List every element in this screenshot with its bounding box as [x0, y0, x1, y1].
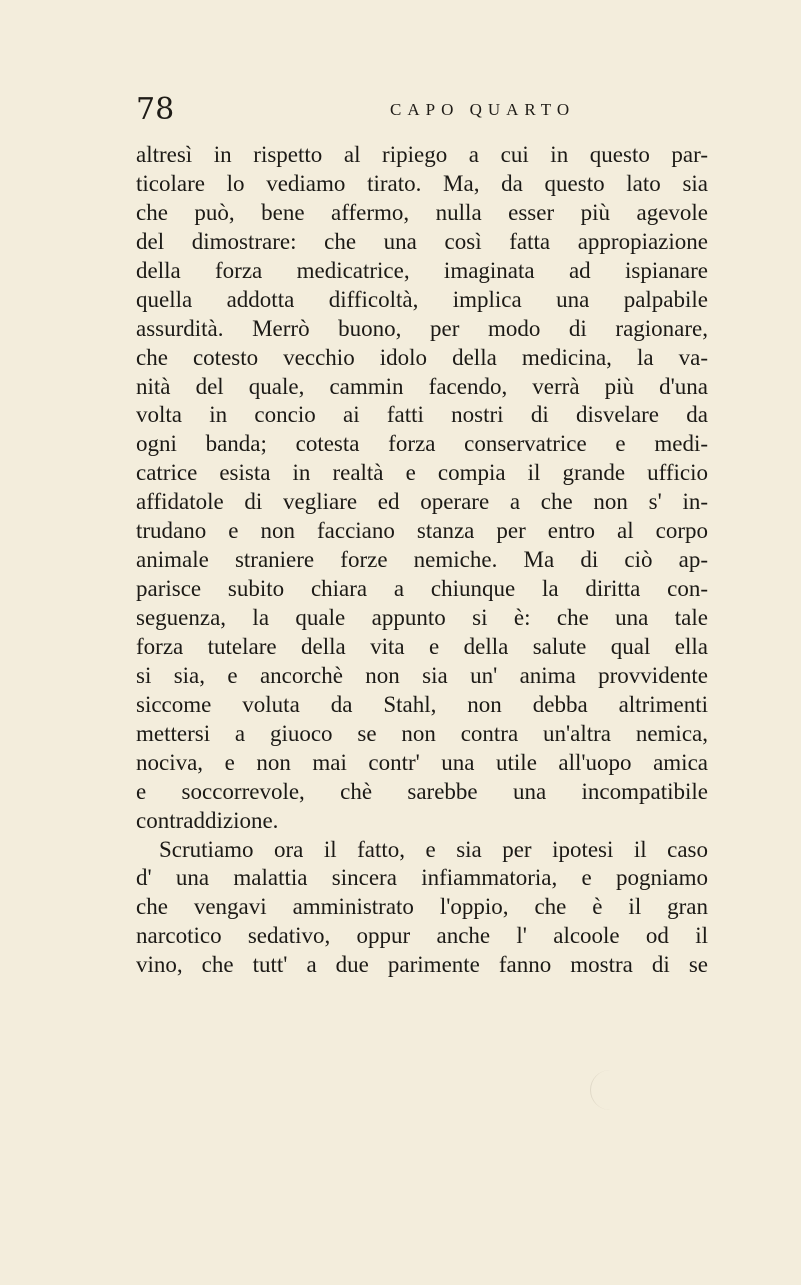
text-line: e soccorrevole, chè sarebbe una incompatibile [136, 778, 708, 804]
text-line: assurdità. Merrò buono, per modo di ragionare, [136, 315, 708, 341]
text-line: parisce subito chiara a chiunque la diritta con- [136, 576, 708, 602]
text-line: narcotico sedativo, oppur anche l' alcoole od il [136, 923, 708, 949]
paper-blemish [590, 1070, 611, 1110]
text-line: nociva, e non mai contr' una utile all'uopo amica [136, 749, 708, 775]
text-line: d' una malattia sincera infiammatoria, e pogniamo [136, 865, 708, 891]
body-text [136, 141, 708, 980]
text-line: animale straniere forze nemiche. Ma di ciò ap- [136, 547, 708, 573]
text-line: della forza medicatrice, imaginata ad ispianare [136, 257, 708, 283]
text-line: nità del quale, cammin facendo, verrà più d'una [136, 373, 708, 399]
running-head: CAPO QUARTO [390, 100, 576, 119]
text-line: mettersi a giuoco se non contra un'altra nemica, [136, 720, 708, 746]
text-line: si sia, e ancorchè non sia un' anima provvidente [136, 662, 708, 688]
text-line: contraddizione. [136, 807, 279, 833]
text-line: che cotesto vecchio idolo della medicina, la va- [136, 344, 708, 370]
text-line: forza tutelare della vita e della salute qual ella [136, 633, 708, 659]
text-line: seguenza, la quale appunto si è: che una tale [136, 605, 708, 630]
text-line: ogni banda; cotesta forza conservatrice e medi- [136, 431, 708, 457]
text-line: affidatole di vegliare ed operare a che non s' in- [136, 489, 708, 515]
text-line: siccome voluta da Stahl, non debba altrimenti [136, 691, 708, 717]
text-line: volta in concio ai fatti nostri di disvelare da [136, 402, 708, 428]
text-line: quella addotta difficoltà, implica una palpabile [136, 286, 708, 312]
text-line: Scrutiamo ora il fatto, e sia per ipotesi il caso [159, 836, 708, 862]
text-line: che può, bene affermo, nulla esser più agevole [136, 199, 708, 225]
page-header [136, 90, 696, 130]
text-line: ticolare lo vediamo tirato. Ma, da questo lato sia [136, 170, 708, 196]
text-line: catrice esista in realtà e compia il grande ufficio [136, 460, 708, 486]
text-line: del dimostrare: che una così fatta appropiazione [136, 228, 708, 254]
text-line: vino, che tutt' a due parimente fanno mostra di se [136, 952, 708, 978]
page-number: 78 [136, 92, 175, 127]
text-line: altresì in rispetto al ripiego a cui in questo par- [136, 142, 708, 167]
text-line: trudano e non facciano stanza per entro al corpo [136, 518, 708, 544]
text-line: che vengavi amministrato l'oppio, che è il gran [136, 894, 708, 920]
